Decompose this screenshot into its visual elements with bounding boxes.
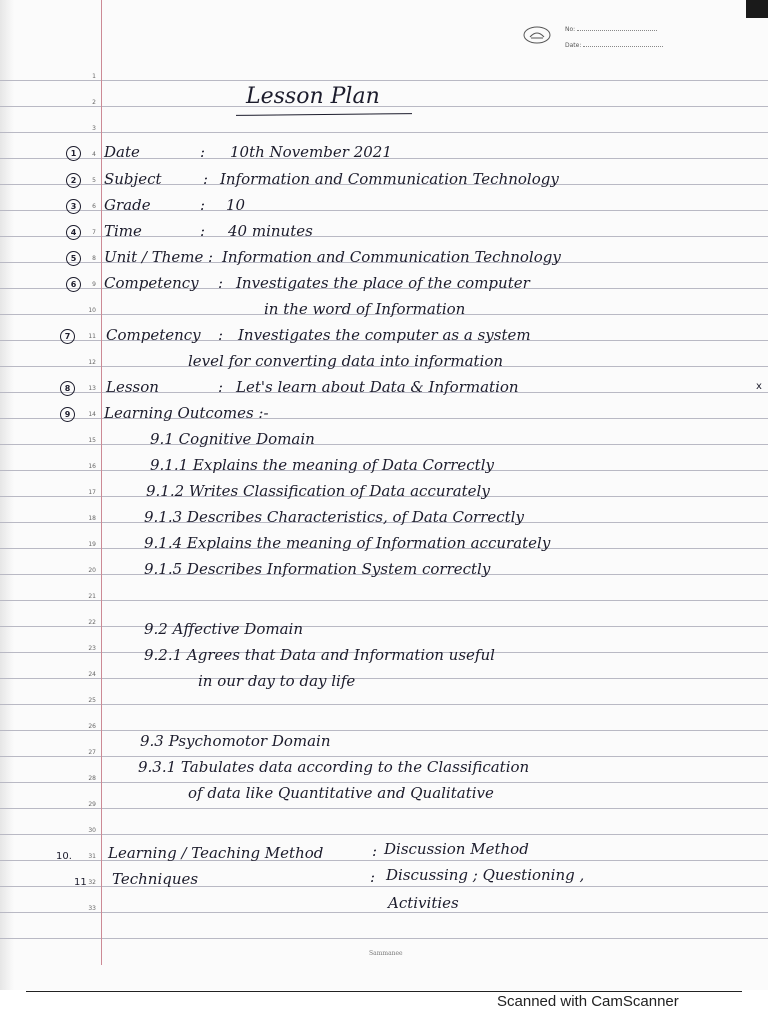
time-label: Time xyxy=(104,222,142,240)
camscanner-watermark: Scanned with CamScanner xyxy=(497,993,679,1010)
grade-label: Grade xyxy=(104,196,151,214)
competency-label: Competency xyxy=(104,274,199,292)
line-number: 11 xyxy=(88,333,96,340)
affective-domain-heading: 9.2 Affective Domain xyxy=(144,620,303,638)
teaching-method-value: Discussion Method xyxy=(384,840,529,858)
item-number-badge: 8 xyxy=(60,381,75,396)
line-number: 20 xyxy=(88,567,96,574)
rule-line xyxy=(0,782,768,783)
line-number: 9 xyxy=(92,281,96,288)
notebook-logo-icon xyxy=(522,25,552,45)
item-number-10: 10. xyxy=(56,851,72,862)
line-number: 4 xyxy=(92,151,96,158)
unit-theme-label: Unit / Theme xyxy=(104,248,204,266)
line-number: 18 xyxy=(88,515,96,522)
teaching-method-sep: : xyxy=(372,842,378,860)
item-number-11: 11 xyxy=(74,877,87,888)
line-number: 12 xyxy=(88,359,96,366)
header-no: No: xyxy=(565,24,657,33)
rule-line xyxy=(0,678,768,679)
line-number: 3 xyxy=(92,125,96,132)
rule-line xyxy=(0,444,768,445)
line-number: 26 xyxy=(88,723,96,730)
item-number-badge: 7 xyxy=(60,329,75,344)
competency-value: Investigates the place of the computer xyxy=(236,274,530,292)
page-title: Lesson Plan xyxy=(246,84,380,109)
date-label: Date xyxy=(104,143,140,161)
date-sep: : xyxy=(200,143,206,161)
competency-sep: : xyxy=(218,274,224,292)
techniques-value-cont: Activities xyxy=(388,894,459,912)
time-sep: : xyxy=(200,222,206,240)
rule-line xyxy=(0,730,768,731)
grade-value: 10 xyxy=(226,196,246,214)
outcome-item: 9.1.3 Describes Characteristics, of Data Correctly xyxy=(144,508,524,526)
competency-value-2: Investigates the computer as a system xyxy=(238,326,531,344)
subject-label: Subject xyxy=(104,170,162,188)
time-value: 40 minutes xyxy=(228,222,313,240)
rule-line xyxy=(0,808,768,809)
item-number-badge: 4 xyxy=(66,225,81,240)
line-number: 31 xyxy=(88,853,96,860)
line-number: 27 xyxy=(88,749,96,756)
line-number: 14 xyxy=(88,411,96,418)
competency-label-2: Competency xyxy=(106,326,201,344)
date-value: 10th November 2021 xyxy=(230,143,392,161)
rule-line xyxy=(0,626,768,627)
scan-divider xyxy=(26,991,742,992)
rule-line xyxy=(0,938,768,939)
line-number: 2 xyxy=(92,99,96,106)
competency-sep-2: : xyxy=(218,326,224,344)
grade-sep: : xyxy=(200,196,206,214)
line-number: 24 xyxy=(88,671,96,678)
line-number: 30 xyxy=(88,827,96,834)
techniques-sep: : xyxy=(370,868,376,886)
binder-shadow xyxy=(0,0,14,990)
psychomotor-domain-heading: 9.3 Psychomotor Domain xyxy=(140,732,331,750)
outcome-item-cont: of data like Quantitative and Qualitative xyxy=(188,784,494,802)
line-number: 33 xyxy=(88,905,96,912)
rule-line xyxy=(0,912,768,913)
line-number: 10 xyxy=(88,307,96,314)
notebook-brand: Sammanee xyxy=(369,950,403,957)
line-number: 13 xyxy=(88,385,96,392)
rule-line xyxy=(0,704,768,705)
line-number: 25 xyxy=(88,697,96,704)
item-number-badge: 6 xyxy=(66,277,81,292)
rule-line xyxy=(0,834,768,835)
item-number-badge: 2 xyxy=(66,173,81,188)
learning-outcomes-heading: Learning Outcomes :- xyxy=(104,404,269,422)
line-number: 17 xyxy=(88,489,96,496)
item-number-badge: 5 xyxy=(66,251,81,266)
teaching-method-label: Learning / Teaching Method xyxy=(108,844,324,862)
line-number: 22 xyxy=(88,619,96,626)
outcome-item: 9.2.1 Agrees that Data and Information useful xyxy=(144,646,495,664)
rule-line xyxy=(0,106,768,107)
header-date: Date: xyxy=(565,40,663,49)
line-number: 19 xyxy=(88,541,96,548)
lesson-label: Lesson xyxy=(106,378,159,396)
unit-theme-value: Information and Communication Technology xyxy=(222,248,561,266)
outcome-item-cont: in our day to day life xyxy=(198,672,356,690)
title-underline xyxy=(236,113,412,116)
outcome-item: 9.3.1 Tabulates data according to the Classification xyxy=(138,758,530,776)
item-number-badge: 1 xyxy=(66,146,81,161)
competency-value-cont: in the word of Information xyxy=(264,300,466,318)
rule-line xyxy=(0,756,768,757)
subject-sep: : xyxy=(203,170,209,188)
subject-value: Information and Communication Technology xyxy=(220,170,559,188)
item-number-badge: 9 xyxy=(60,407,75,422)
line-number: 1 xyxy=(92,73,96,80)
line-number: 15 xyxy=(88,437,96,444)
rule-line xyxy=(0,132,768,133)
line-number: 23 xyxy=(88,645,96,652)
rule-line xyxy=(0,80,768,81)
outcome-item: 9.1.5 Describes Information System correctly xyxy=(144,560,491,578)
line-number: 6 xyxy=(92,203,96,210)
side-mark: x xyxy=(756,381,762,392)
scan-corner xyxy=(746,0,768,18)
line-number: 5 xyxy=(92,177,96,184)
line-number: 16 xyxy=(88,463,96,470)
line-number: 7 xyxy=(92,229,96,236)
cognitive-domain-heading: 9.1 Cognitive Domain xyxy=(150,430,315,448)
competency-value-2-cont: level for converting data into information xyxy=(188,352,504,370)
techniques-label: Techniques xyxy=(112,870,199,888)
item-number-badge: 3 xyxy=(66,199,81,214)
outcome-item: 9.1.1 Explains the meaning of Data Correctly xyxy=(150,456,494,474)
line-number: 29 xyxy=(88,801,96,808)
line-number: 21 xyxy=(88,593,96,600)
line-number: 8 xyxy=(92,255,96,262)
techniques-value: Discussing ; Questioning , xyxy=(386,866,585,884)
outcome-item: 9.1.2 Writes Classification of Data accurately xyxy=(146,482,490,500)
line-number: 28 xyxy=(88,775,96,782)
outcome-item: 9.1.4 Explains the meaning of Information accurately xyxy=(144,534,551,552)
lesson-sep: : xyxy=(218,378,224,396)
lesson-value: Let's learn about Data & Information xyxy=(236,378,519,396)
line-number: 32 xyxy=(88,879,96,886)
unit-theme-sep: : xyxy=(208,248,214,266)
rule-line xyxy=(0,600,768,601)
margin-line xyxy=(101,0,102,965)
